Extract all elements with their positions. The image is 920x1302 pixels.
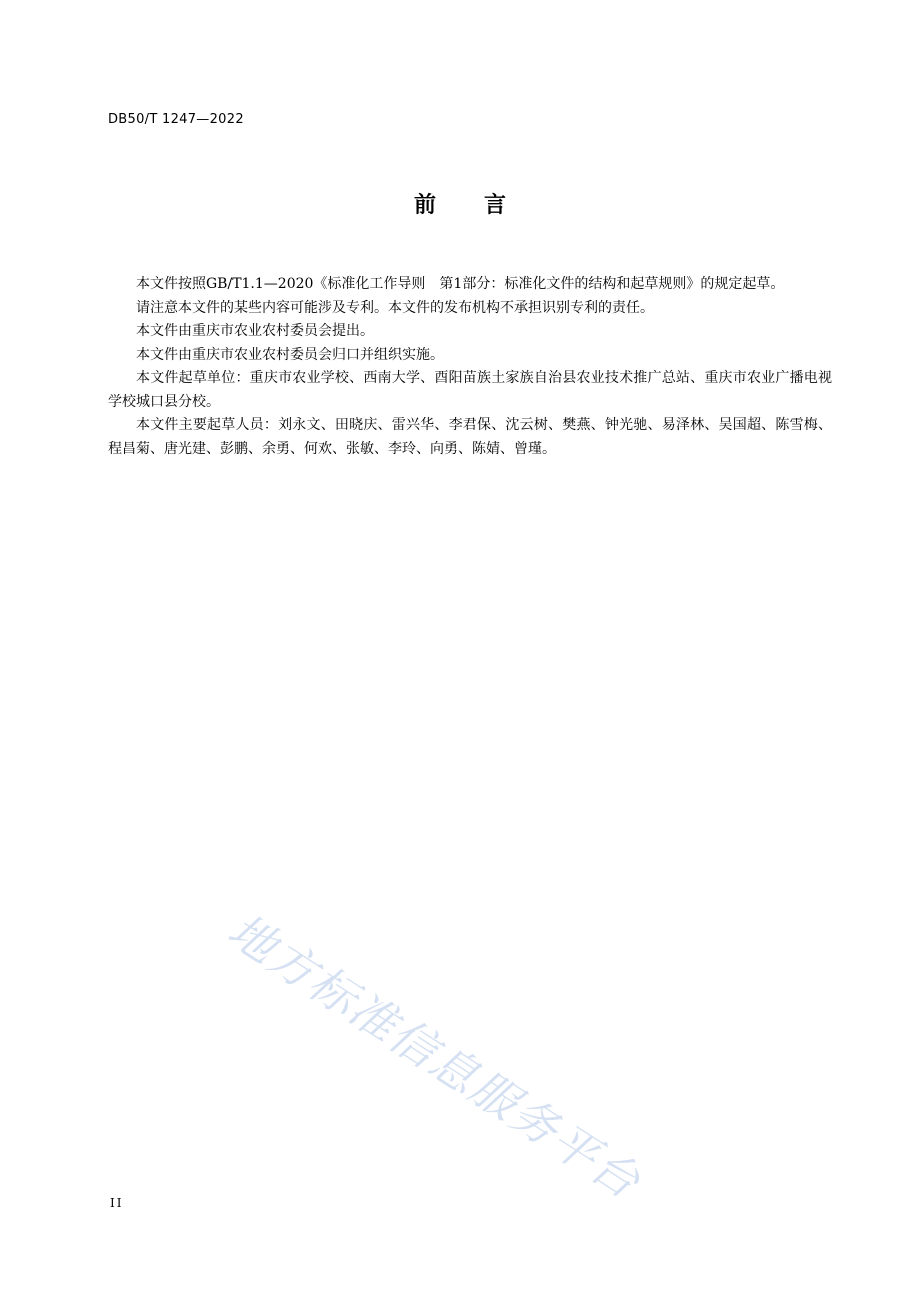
page-number: II <box>110 1196 124 1210</box>
paragraph-proposer: 本文件由重庆市农业农村委员会提出。 <box>136 323 374 339</box>
page-title: 前言 <box>413 193 554 218</box>
paragraph-standard-basis: 本文件按照GB/T1.1—2020《标准化工作导则 第1部分：标准化文件的结构和起草规则》的规定起草。 <box>136 276 785 292</box>
paragraph-drafters: 本文件主要起草人员：刘永文、田晓庆、雷兴华、李君保、沈云树、樊燕、钟光驰、易泽林、吴国超、陈雪梅、程昌菊、唐光建、彭鹏、余勇、何欢、张敏、李玲、向勇、陈婧、曾瑾。 <box>108 417 832 457</box>
paragraph-administrator: 本文件由重庆市农业农村委员会归口并组织实施。 <box>136 346 444 363</box>
foreword-body <box>108 273 832 461</box>
paragraph-patent-notice: 请注意本文件的某些内容可能涉及专利。本文件的发布机构不承担识别专利的责任。 <box>136 299 654 316</box>
document-number: DB50/T 1247—2022 <box>108 112 244 127</box>
paragraph-drafting-units: 本文件起草单位：重庆市农业学校、西南大学、酉阳苗族土家族自治县农业技术推广总站、重庆市农业广播电视学校城口县分校。 <box>108 370 832 410</box>
watermark: 地方标准信息服务平台 <box>218 902 651 1210</box>
